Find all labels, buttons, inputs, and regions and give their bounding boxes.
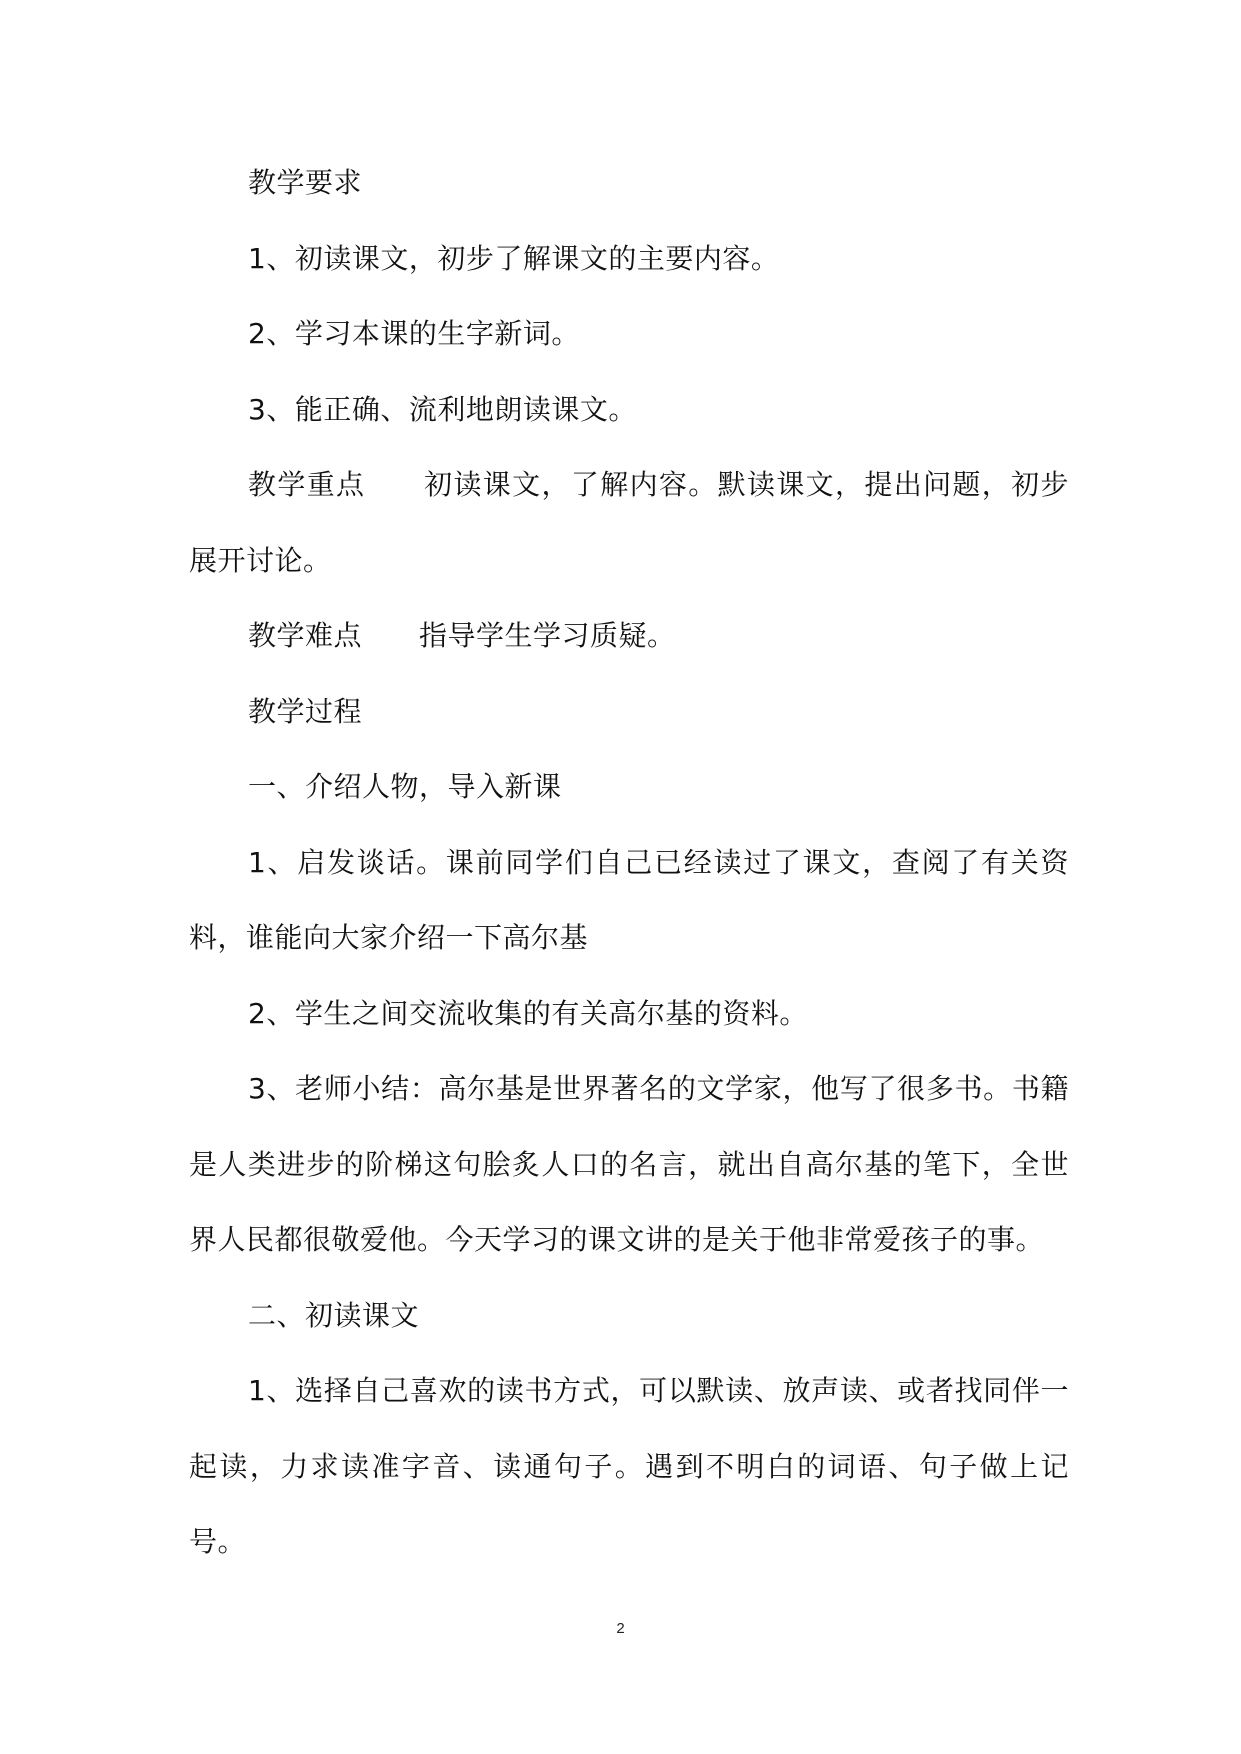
requirement-item-1: 1、初读课文，初步了解课文的主要内容。 [248, 241, 780, 275]
step-1-item-3: 3、老师小结：高尔基是世界著名的文学家，他写了很多书。书籍是人类进步的阶梯这句脍炙人口的名言，就出自高尔基的笔下，全世界人民都很敬爱他。今天学习的课文讲的是关于他非常爱孩子的事。 [189, 1072, 1069, 1256]
step-2-item-1: 1、选择自己喜欢的读书方式，可以默读、放声读、或者找同伴一起读，力求读准字音、读通句子。遇到不明白的词语、句子做上记号。 [189, 1374, 1069, 1558]
step-1-item-2: 2、学生之间交流收集的有关高尔基的资料。 [248, 996, 808, 1030]
teaching-focus-paragraph: 教学重点 初读课文，了解内容。默读课文，提出问题，初步展开讨论。 [189, 468, 1069, 577]
document-body [189, 145, 1069, 1580]
section-heading-teaching-requirements: 教学要求 [248, 166, 363, 199]
step-heading-first-reading: 二、初读课文 [248, 1298, 420, 1332]
step-heading-introduce-person: 一、介绍人物，导入新课 [248, 770, 562, 803]
requirement-item-3: 3、能正确、流利地朗读课文。 [248, 392, 637, 426]
step-1-item-1: 1、启发谈话。课前同学们自己已经读过了课文，查阅了有关资料，谁能向大家介绍一下高尔基 [189, 845, 1069, 954]
requirement-item-2: 2、学习本课的生字新词。 [248, 317, 580, 350]
section-heading-teaching-process: 教学过程 [248, 694, 363, 728]
teaching-difficulty-paragraph: 教学难点 指导学生学习质疑。 [248, 619, 676, 652]
page-number: 2 [616, 1620, 625, 1637]
